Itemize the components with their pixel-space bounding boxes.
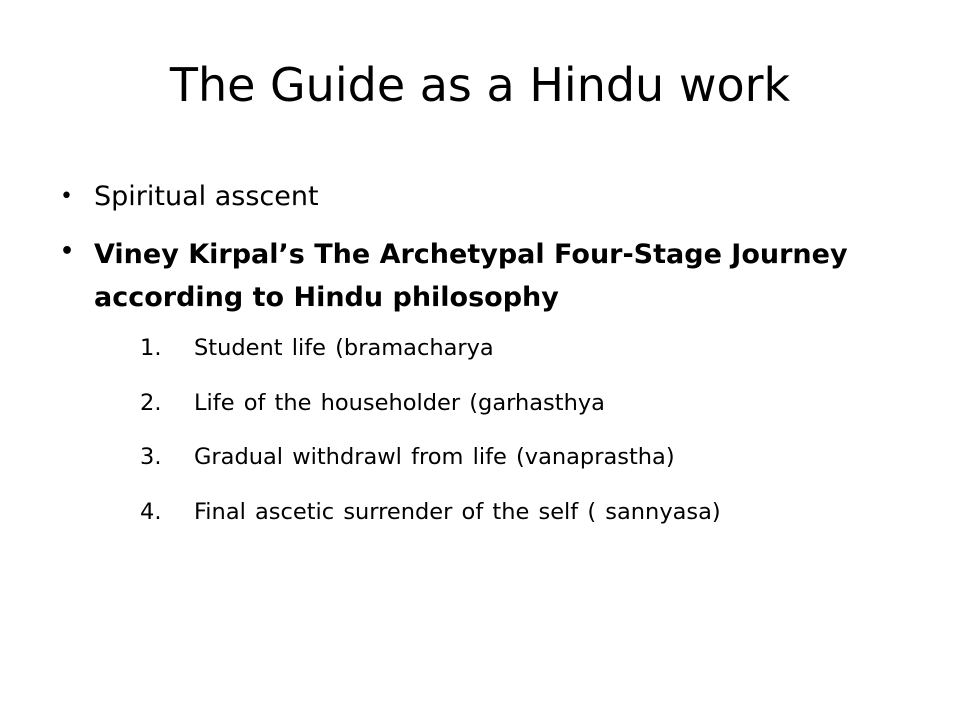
stage-text: Life of the householder (garhasthya: [194, 389, 605, 416]
stage-number: 1.: [140, 335, 162, 361]
stage-number: 4.: [140, 498, 162, 525]
stage-item: [140, 333, 860, 363]
bullet-item: [60, 178, 860, 216]
stage-text: Gradual withdrawl from life (vanaprastha): [194, 444, 675, 470]
stage-item: [140, 497, 860, 527]
slide-title: The Guide as a Hindu work: [169, 58, 791, 112]
bullet-marker-icon: •: [60, 184, 73, 209]
bullet-text: Spiritual asscent: [94, 181, 319, 212]
stage-text: Final ascetic surrender of the self ( sannyasa): [194, 498, 721, 525]
stage-text: Student life (bramacharya: [194, 335, 494, 361]
stage-number: 2.: [140, 389, 162, 416]
stage-list: [140, 333, 860, 527]
bullet-list: [60, 178, 860, 551]
bullet-item: [60, 233, 860, 527]
stage-item: [140, 442, 860, 472]
bullet-text: Viney Kirpal’s The Archetypal Four-Stage Journey according to Hindu philosophy: [94, 239, 848, 313]
stage-number: 3.: [140, 444, 162, 470]
stage-item: [140, 388, 860, 418]
bullet-marker-icon: •: [60, 239, 75, 264]
